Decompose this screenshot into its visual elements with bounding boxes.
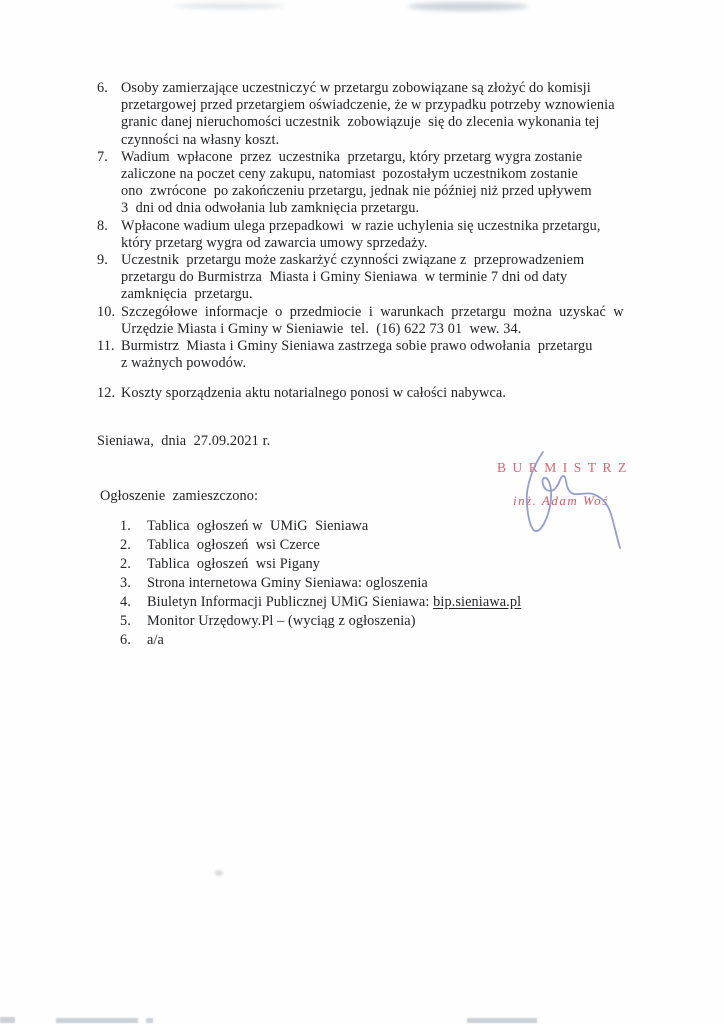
- distribution-item: [120, 555, 662, 574]
- item-text: Tablica ogłoszeń wsi Czerce: [147, 537, 320, 554]
- item-number: 1.: [120, 518, 131, 535]
- item-line: Koszty sporządzenia aktu notarialnego ponosi w całości nabywca.: [121, 385, 507, 402]
- item-line: Osoby zamierzające uczestniczyć w przetargu zobowiązane są złożyć do komisji: [121, 80, 591, 96]
- item-text: Strona internetowa Gminy Sieniawa: ogloszenia: [147, 575, 428, 592]
- item-text: [121, 338, 662, 372]
- item-number: 11.: [97, 338, 115, 355]
- distribution-item: [120, 612, 662, 631]
- item-line: Uczestnik przetargu może zaskarżyć czynności związane z przeprowadzeniem: [121, 252, 585, 269]
- item-number: 9.: [97, 252, 108, 269]
- item-line: przetargowej przed przetargiem oświadczenie, że w przypadku potrzeby wznowienia: [121, 97, 615, 114]
- distribution-item: [120, 593, 662, 612]
- list-item-6: [97, 80, 662, 149]
- item-line: który przetarg wygra od zawarcia umowy sprzedaży.: [121, 234, 428, 251]
- item-text: [121, 218, 662, 252]
- item-text: Monitor Urzędowy.Pl – (wyciąg z ogłoszenia): [147, 613, 416, 630]
- scan-smudge: [175, 3, 285, 9]
- distribution-item: [120, 631, 662, 650]
- item-line: Szczegółowe informacje o przedmiocie i warunkach przetargu można uzyskać w: [121, 303, 624, 320]
- item-number: 8.: [97, 217, 108, 234]
- item-text: [121, 252, 662, 304]
- item-number: 4.: [120, 594, 131, 611]
- scan-edge-mark: [467, 1018, 537, 1023]
- item-line: Urzędzie Miasta i Gminy w Sieniawie tel. (16) 622 73 01 wew. 34.: [121, 320, 522, 337]
- item-line: 3 dni od dnia odwołania lub zamknięcia przetargu.: [121, 200, 420, 217]
- scan-smudge: [408, 2, 528, 11]
- scan-edge-mark: [56, 1018, 138, 1023]
- date-line: Sieniawa, dnia 27.09.2021 r.: [97, 432, 271, 449]
- scan-edge-mark: [0, 1017, 15, 1023]
- list-item-8: [97, 218, 662, 252]
- signature-scribble-icon: [505, 440, 635, 555]
- list-item-12: [97, 385, 662, 402]
- item-number: 2.: [120, 537, 131, 554]
- item-text: [147, 593, 521, 612]
- item-text: Tablica ogłoszeń w UMiG Sieniawa: [147, 518, 369, 535]
- item-line: zamknięcia przetargu.: [121, 286, 253, 303]
- list-item-10: [97, 304, 662, 338]
- item-number: 5.: [120, 613, 131, 630]
- item-line: czynności na własny koszt.: [121, 131, 280, 148]
- item-text: [121, 385, 662, 402]
- item-text: Tablica ogłoszeń wsi Pigany: [147, 556, 321, 573]
- distribution-item: [120, 574, 662, 593]
- item-text: [121, 149, 662, 218]
- item-text: [121, 80, 662, 149]
- item-text: a/a: [147, 632, 164, 649]
- stamp-name: inż. Adam Woś: [513, 493, 609, 508]
- distribution-heading: Ogłoszenie zamieszczono:: [100, 487, 259, 504]
- item-line: Wadium wpłacone przez uczestnika przetargu, który przetarg wygra zostanie: [121, 148, 583, 165]
- list-item-11: [97, 338, 662, 372]
- document-body: [97, 80, 662, 650]
- item-text-prefix: Biuletyn Informacji Publicznej UMiG Sieniawa:: [147, 594, 434, 611]
- item-line: przetargu do Burmistrza Miasta i Gminy Sieniawa w terminie 7 dni od daty: [121, 269, 568, 286]
- item-text: [121, 304, 662, 338]
- item-number: 7.: [97, 148, 108, 165]
- item-line: zaliczone na poczet ceny zakupu, natomiast pozostałym uczestnikom zostanie: [121, 166, 578, 183]
- item-number: 6.: [120, 632, 131, 649]
- scan-edge-mark: [146, 1018, 153, 1023]
- item-line: ono zwrócone po zakończeniu przetargu, jednak nie później niż przed upływem: [121, 183, 592, 200]
- item-line: Burmistrz Miasta i Gminy Sieniawa zastrzega sobie prawo odwołania przetargu: [121, 338, 593, 355]
- list-item-7: [97, 149, 662, 218]
- item-line: z ważnych powodów.: [121, 355, 247, 372]
- item-number: 3.: [120, 575, 131, 592]
- item-number: 12.: [97, 385, 116, 402]
- item-number: 2.: [120, 556, 131, 573]
- item-number: 6.: [97, 80, 108, 96]
- item-number: 10.: [97, 303, 116, 320]
- item-line: granic danej nieruchomości uczestnik zobowiązuje się do zlecenia wykonania tej: [121, 114, 600, 131]
- scan-speck: [215, 870, 223, 876]
- list-item-9: [97, 252, 662, 304]
- item-line: Wpłacone wadium ulega przepadkowi w razie uchylenia się uczestnika przetargu,: [121, 217, 601, 234]
- stamp-title: BURMISTRZ: [497, 460, 633, 475]
- bip-link-text: bip.sieniawa.pl: [433, 594, 522, 611]
